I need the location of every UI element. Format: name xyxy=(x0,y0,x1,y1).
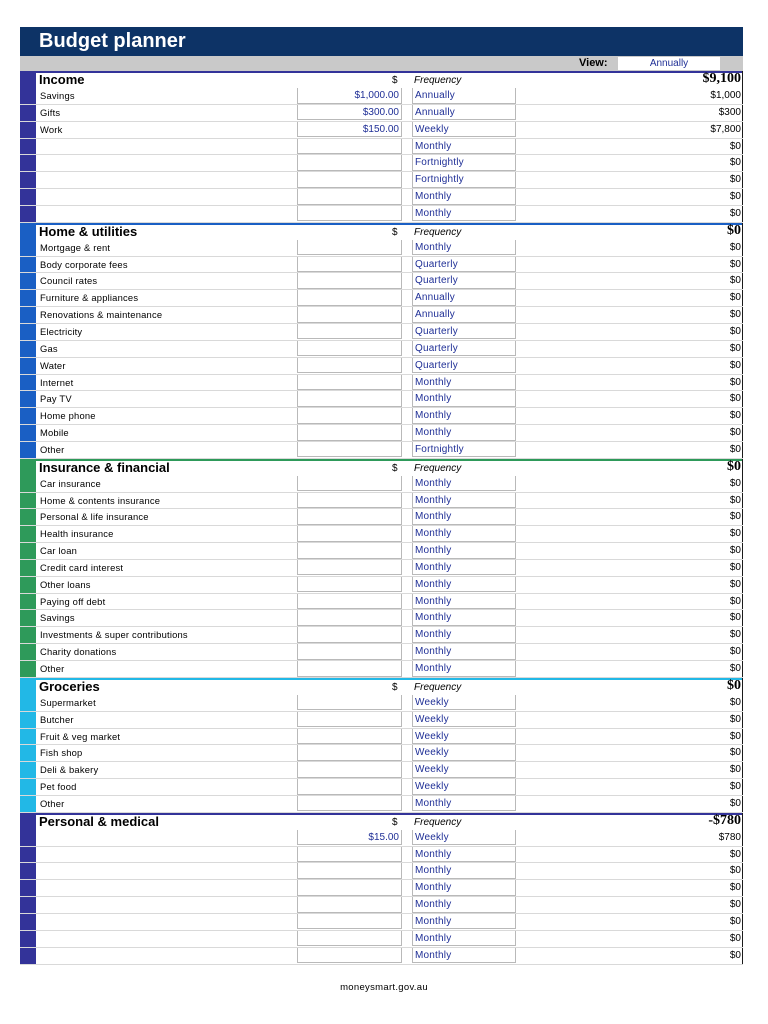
row-total: $0 xyxy=(729,309,741,321)
row-label: Water xyxy=(40,359,66,371)
section-total: $0 xyxy=(727,458,741,474)
amount-input[interactable] xyxy=(297,914,402,930)
amount-input[interactable] xyxy=(297,948,402,964)
row-total: $7,800 xyxy=(710,123,741,135)
dollar-column-header: $ xyxy=(392,226,398,238)
row-label: Furniture & appliances xyxy=(40,292,139,304)
frequency-select[interactable]: Quarterly xyxy=(412,273,516,289)
frequency-select[interactable]: Quarterly xyxy=(412,341,516,357)
frequency-select[interactable]: Monthly xyxy=(412,948,516,964)
row-total: $0 xyxy=(729,528,741,540)
amount-input[interactable] xyxy=(297,240,402,256)
row-total: $0 xyxy=(729,612,741,624)
table-row xyxy=(20,358,743,375)
section-total: $9,100 xyxy=(702,71,741,86)
frequency-select[interactable]: Weekly xyxy=(412,122,516,138)
budget-sheet xyxy=(20,27,743,965)
row-label: Savings xyxy=(40,612,75,624)
row-label: Savings xyxy=(40,90,75,101)
table-row xyxy=(20,931,743,948)
frequency-select[interactable]: Monthly xyxy=(412,914,516,930)
amount-input[interactable] xyxy=(297,847,402,863)
frequency-select[interactable]: Monthly xyxy=(412,880,516,896)
table-row xyxy=(20,712,743,729)
row-total: $0 xyxy=(729,932,741,944)
row-total: $0 xyxy=(729,865,741,877)
row-label: Other loans xyxy=(40,578,91,590)
table-row xyxy=(20,661,743,678)
amount-input[interactable] xyxy=(297,341,402,357)
row-label: Renovations & maintenance xyxy=(40,309,163,321)
row-total: $0 xyxy=(729,157,741,169)
row-label: Body corporate fees xyxy=(40,258,128,270)
frequency-select[interactable]: Monthly xyxy=(412,560,516,576)
amount-input[interactable] xyxy=(297,206,402,222)
amount-input[interactable]: $150.00 xyxy=(297,122,402,138)
amount-input[interactable] xyxy=(297,526,402,542)
row-label: Car insurance xyxy=(40,477,101,489)
row-label: Fruit & veg market xyxy=(40,730,121,742)
row-total: $780 xyxy=(718,831,741,843)
frequency-select[interactable]: Monthly xyxy=(412,493,516,509)
row-total: $0 xyxy=(729,511,741,523)
section-total: -$780 xyxy=(708,812,741,828)
amount-input[interactable] xyxy=(297,712,402,728)
table-row xyxy=(20,577,743,594)
amount-input[interactable] xyxy=(297,155,402,171)
section-personal xyxy=(20,813,743,965)
row-total: $0 xyxy=(729,561,741,573)
table-row xyxy=(20,543,743,560)
frequency-select[interactable]: Monthly xyxy=(412,847,516,863)
amount-input[interactable] xyxy=(297,442,402,458)
frequency-column-header: Frequency xyxy=(414,75,462,86)
amount-input[interactable] xyxy=(297,189,402,205)
table-row xyxy=(20,105,743,122)
row-total: $0 xyxy=(729,545,741,557)
table-row xyxy=(20,307,743,324)
table-row xyxy=(20,273,743,290)
row-label: Butcher xyxy=(40,713,74,725)
row-total: $0 xyxy=(729,949,741,961)
table-row xyxy=(20,594,743,611)
table-row xyxy=(20,897,743,914)
row-label: Personal & life insurance xyxy=(40,511,149,523)
amount-input[interactable] xyxy=(297,172,402,188)
row-total: $0 xyxy=(729,781,741,793)
row-label: Work xyxy=(40,123,63,135)
row-total: $0 xyxy=(729,899,741,911)
section-header xyxy=(20,677,743,695)
amount-input[interactable] xyxy=(297,863,402,879)
amount-input[interactable] xyxy=(297,139,402,155)
table-row xyxy=(20,745,743,762)
amount-input[interactable] xyxy=(297,779,402,795)
table-row xyxy=(20,206,743,223)
section-groceries xyxy=(20,678,743,813)
frequency-select[interactable]: Weekly xyxy=(412,745,516,761)
table-row xyxy=(20,425,743,442)
row-label: Home & contents insurance xyxy=(40,494,161,506)
amount-input[interactable] xyxy=(297,273,402,289)
row-label: Council rates xyxy=(40,275,98,287)
frequency-select[interactable]: Monthly xyxy=(412,139,516,155)
table-row xyxy=(20,560,743,577)
frequency-select[interactable]: Monthly xyxy=(412,425,516,441)
amount-input[interactable] xyxy=(297,425,402,441)
row-total: $0 xyxy=(729,747,741,759)
row-label: Credit card interest xyxy=(40,561,124,573)
section-title: Home & utilities xyxy=(39,223,138,239)
row-label: Home phone xyxy=(40,410,96,422)
table-row xyxy=(20,240,743,257)
dollar-column-header: $ xyxy=(392,462,398,474)
frequency-select[interactable]: Monthly xyxy=(412,627,516,643)
row-total: $0 xyxy=(729,629,741,641)
amount-input[interactable] xyxy=(297,543,402,559)
section-total: $0 xyxy=(727,222,741,238)
frequency-select[interactable]: Monthly xyxy=(412,577,516,593)
amount-input[interactable] xyxy=(297,391,402,407)
table-row xyxy=(20,189,743,206)
page-title: Budget planner xyxy=(20,27,743,56)
row-total: $0 xyxy=(729,342,741,354)
frequency-column-header: Frequency xyxy=(414,816,462,828)
row-total: $0 xyxy=(729,275,741,287)
section-header xyxy=(20,458,743,476)
frequency-select[interactable]: Weekly xyxy=(412,712,516,728)
frequency-select[interactable]: Quarterly xyxy=(412,257,516,273)
frequency-column-header: Frequency xyxy=(414,462,462,474)
table-row xyxy=(20,442,743,459)
row-total: $0 xyxy=(729,376,741,388)
row-total: $0 xyxy=(729,325,741,337)
amount-input[interactable] xyxy=(297,796,402,812)
frequency-select[interactable]: Monthly xyxy=(412,594,516,610)
frequency-select[interactable]: Monthly xyxy=(412,476,516,492)
amount-input[interactable] xyxy=(297,493,402,509)
row-total: $0 xyxy=(729,393,741,405)
section-header xyxy=(20,812,743,830)
amount-input[interactable] xyxy=(297,324,402,340)
row-label: Other xyxy=(40,797,65,809)
frequency-select[interactable]: Weekly xyxy=(412,762,516,778)
amount-input[interactable] xyxy=(297,577,402,593)
table-row xyxy=(20,610,743,627)
section-income xyxy=(20,71,743,223)
table-row xyxy=(20,914,743,931)
table-row xyxy=(20,341,743,358)
row-total: $0 xyxy=(729,410,741,422)
view-bar xyxy=(20,56,743,71)
section-header xyxy=(20,73,743,88)
row-total: $0 xyxy=(729,915,741,927)
frequency-select[interactable]: Weekly xyxy=(412,729,516,745)
dollar-column-header: $ xyxy=(392,681,398,693)
row-total: $300 xyxy=(718,106,741,118)
table-row xyxy=(20,139,743,156)
table-row xyxy=(20,88,743,105)
table-row xyxy=(20,324,743,341)
amount-input[interactable] xyxy=(297,661,402,677)
table-row xyxy=(20,375,743,392)
frequency-select[interactable]: Monthly xyxy=(412,644,516,660)
frequency-select[interactable]: Monthly xyxy=(412,863,516,879)
section-title: Groceries xyxy=(39,678,100,694)
frequency-select[interactable]: Monthly xyxy=(412,189,516,205)
frequency-select[interactable]: Annually xyxy=(412,105,516,121)
table-row xyxy=(20,762,743,779)
row-label: Charity donations xyxy=(40,646,117,658)
frequency-select[interactable]: Monthly xyxy=(412,897,516,913)
row-total: $0 xyxy=(729,207,741,219)
row-total: $0 xyxy=(729,427,741,439)
frequency-select[interactable]: Quarterly xyxy=(412,324,516,340)
amount-input[interactable] xyxy=(297,897,402,913)
row-total: $0 xyxy=(729,292,741,304)
amount-input[interactable] xyxy=(297,358,402,374)
row-total: $0 xyxy=(729,595,741,607)
row-total: $0 xyxy=(729,696,741,708)
frequency-select[interactable]: Annually xyxy=(412,307,516,323)
row-total: $1,000 xyxy=(710,90,741,101)
amount-input[interactable]: $300.00 xyxy=(297,105,402,121)
amount-input[interactable] xyxy=(297,560,402,576)
table-row xyxy=(20,408,743,425)
frequency-select[interactable]: Monthly xyxy=(412,408,516,424)
row-label: Gifts xyxy=(40,106,61,118)
table-row xyxy=(20,830,743,847)
amount-input[interactable] xyxy=(297,594,402,610)
row-label: Other xyxy=(40,663,65,674)
table-row xyxy=(20,155,743,172)
frequency-select[interactable]: Fortnightly xyxy=(412,172,516,188)
table-row xyxy=(20,779,743,796)
frequency-select[interactable]: Monthly xyxy=(412,931,516,947)
frequency-select[interactable]: Monthly xyxy=(412,661,516,677)
row-label: Supermarket xyxy=(40,696,96,708)
row-total: $0 xyxy=(729,663,741,674)
amount-input[interactable] xyxy=(297,745,402,761)
table-row xyxy=(20,172,743,189)
amount-input[interactable] xyxy=(297,627,402,643)
frequency-select[interactable]: Fortnightly xyxy=(412,442,516,458)
table-row xyxy=(20,290,743,307)
sections-container xyxy=(20,71,743,965)
row-label: Investments & super contributions xyxy=(40,629,188,641)
table-row xyxy=(20,948,743,965)
frequency-select[interactable]: Annually xyxy=(412,88,516,104)
amount-input[interactable] xyxy=(297,931,402,947)
table-row xyxy=(20,627,743,644)
row-total: $0 xyxy=(729,578,741,590)
row-total: $0 xyxy=(729,191,741,203)
row-label: Paying off debt xyxy=(40,595,106,607)
amount-input[interactable] xyxy=(297,290,402,306)
table-row xyxy=(20,476,743,493)
amount-input[interactable] xyxy=(297,729,402,745)
row-label: Pay TV xyxy=(40,393,72,405)
amount-input[interactable] xyxy=(297,257,402,273)
frequency-select[interactable]: Fortnightly xyxy=(412,155,516,171)
frequency-select[interactable]: Monthly xyxy=(412,509,516,525)
frequency-select[interactable]: Monthly xyxy=(412,526,516,542)
row-total: $0 xyxy=(729,494,741,506)
amount-input[interactable] xyxy=(297,375,402,391)
section-header xyxy=(20,222,743,240)
table-row xyxy=(20,122,743,139)
frequency-select[interactable]: Monthly xyxy=(412,610,516,626)
table-row xyxy=(20,796,743,813)
amount-input[interactable]: $15.00 xyxy=(297,830,402,846)
frequency-column-header: Frequency xyxy=(414,681,462,693)
row-total: $0 xyxy=(729,140,741,152)
amount-input[interactable] xyxy=(297,408,402,424)
row-label: Gas xyxy=(40,342,58,354)
row-label: Deli & bakery xyxy=(40,764,99,776)
frequency-select[interactable]: Monthly xyxy=(412,240,516,256)
row-total: $0 xyxy=(729,848,741,860)
row-total: $0 xyxy=(729,764,741,776)
dollar-column-header: $ xyxy=(392,816,398,828)
amount-input[interactable]: $1,000.00 xyxy=(297,88,402,104)
table-row xyxy=(20,257,743,274)
amount-input[interactable] xyxy=(297,307,402,323)
frequency-select[interactable]: Monthly xyxy=(412,543,516,559)
view-select[interactable]: Annually xyxy=(618,57,720,70)
frequency-select[interactable]: Weekly xyxy=(412,779,516,795)
table-row xyxy=(20,847,743,864)
row-label: Mobile xyxy=(40,427,69,439)
amount-input[interactable] xyxy=(297,610,402,626)
section-total: $0 xyxy=(727,677,741,693)
table-row xyxy=(20,644,743,661)
frequency-column-header: Frequency xyxy=(414,226,462,238)
row-label: Car loan xyxy=(40,545,78,557)
dollar-column-header: $ xyxy=(392,75,398,86)
section-home xyxy=(20,223,743,459)
row-total: $0 xyxy=(729,258,741,270)
section-title: Income xyxy=(39,72,85,87)
row-total: $0 xyxy=(729,713,741,725)
row-total: $0 xyxy=(729,882,741,894)
frequency-select[interactable]: Annually xyxy=(412,290,516,306)
row-total: $0 xyxy=(729,646,741,658)
table-row xyxy=(20,880,743,897)
amount-input[interactable] xyxy=(297,695,402,711)
view-label: View: xyxy=(579,57,608,69)
footer-url: moneysmart.gov.au xyxy=(340,982,428,993)
table-row xyxy=(20,509,743,526)
row-total: $0 xyxy=(729,477,741,489)
table-row xyxy=(20,391,743,408)
table-row xyxy=(20,695,743,712)
section-title: Insurance & financial xyxy=(39,459,170,475)
frequency-select[interactable]: Weekly xyxy=(412,830,516,846)
table-row xyxy=(20,526,743,543)
row-total: $0 xyxy=(729,730,741,742)
amount-input[interactable] xyxy=(297,762,402,778)
row-label: Internet xyxy=(40,376,74,388)
row-label: Health insurance xyxy=(40,528,114,540)
row-label: Electricity xyxy=(40,325,83,337)
row-label: Fish shop xyxy=(40,747,83,759)
row-label: Pet food xyxy=(40,781,77,793)
row-total: $0 xyxy=(729,241,741,253)
table-row xyxy=(20,863,743,880)
frequency-select[interactable]: Quarterly xyxy=(412,358,516,374)
amount-input[interactable] xyxy=(297,509,402,525)
row-total: $0 xyxy=(729,797,741,809)
row-label: Mortgage & rent xyxy=(40,241,111,253)
row-total: $0 xyxy=(729,359,741,371)
frequency-select[interactable]: Monthly xyxy=(412,206,516,222)
amount-input[interactable] xyxy=(297,476,402,492)
section-title: Personal & medical xyxy=(39,813,159,829)
frequency-select[interactable]: Monthly xyxy=(412,391,516,407)
frequency-select[interactable]: Monthly xyxy=(412,796,516,812)
table-row xyxy=(20,493,743,510)
row-label: Other xyxy=(40,443,65,455)
frequency-select[interactable]: Weekly xyxy=(412,695,516,711)
row-total: $0 xyxy=(729,443,741,455)
amount-input[interactable] xyxy=(297,644,402,660)
frequency-select[interactable]: Monthly xyxy=(412,375,516,391)
section-insurance xyxy=(20,459,743,678)
table-row xyxy=(20,729,743,746)
amount-input[interactable] xyxy=(297,880,402,896)
row-total: $0 xyxy=(729,174,741,186)
